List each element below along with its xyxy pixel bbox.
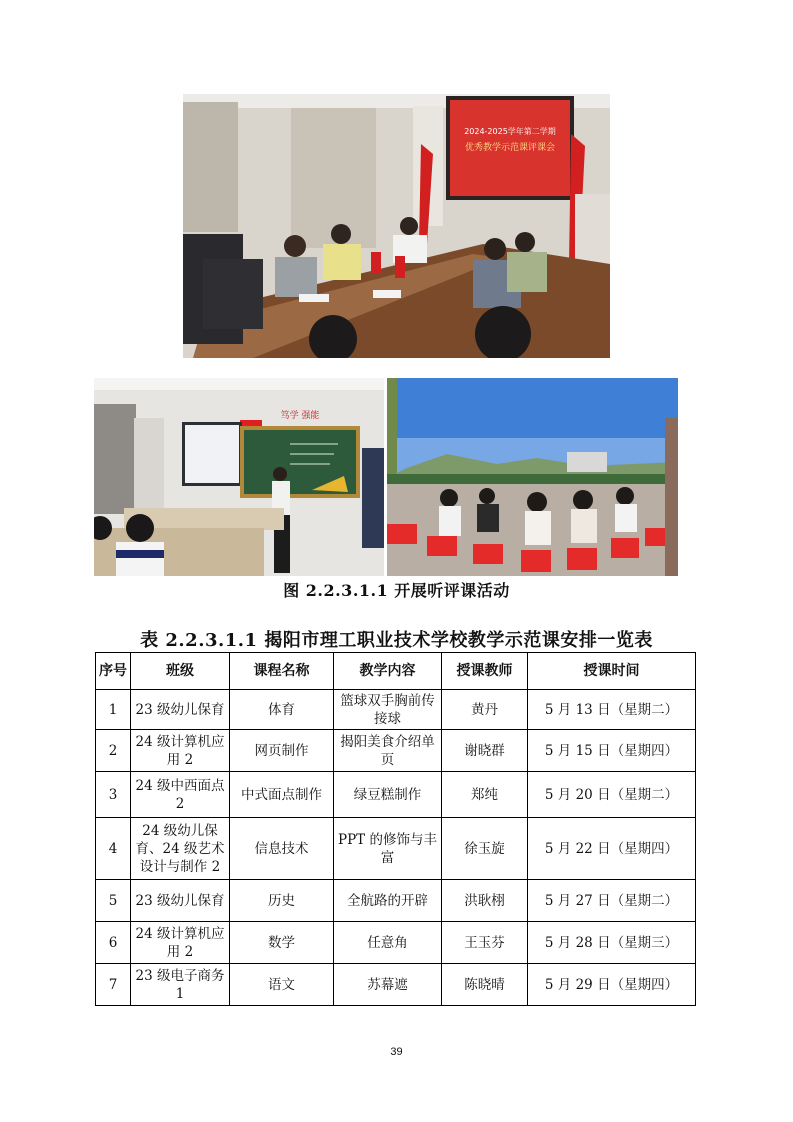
cell-content: 任意角 <box>334 922 442 964</box>
cell-index: 4 <box>96 818 131 880</box>
cell-class: 23 级电子商务 1 <box>131 964 230 1006</box>
table-row <box>96 964 696 1006</box>
cell-time: 5 月 29 日（星期四） <box>528 964 696 1006</box>
cell-content: 揭阳美食介绍单页 <box>334 730 442 772</box>
cell-index: 2 <box>96 730 131 772</box>
cell-index: 3 <box>96 772 131 818</box>
cell-course: 体育 <box>230 690 334 730</box>
cell-teacher: 陈晓晴 <box>442 964 528 1006</box>
cell-teacher: 徐玉旋 <box>442 818 528 880</box>
table-row <box>96 772 696 818</box>
cell-class: 24 级计算机应用 2 <box>131 730 230 772</box>
cell-course: 网页制作 <box>230 730 334 772</box>
cell-time: 5 月 22 日（星期四） <box>528 818 696 880</box>
cell-course: 历史 <box>230 880 334 922</box>
screen-text-line1: 2024-2025学年第二学期 <box>464 127 556 136</box>
table-row <box>96 922 696 964</box>
table-header-row <box>96 653 696 690</box>
cell-time: 5 月 20 日（星期二） <box>528 772 696 818</box>
header-index: 序号 <box>96 653 131 690</box>
header-content: 教学内容 <box>334 653 442 690</box>
header-class: 班级 <box>131 653 230 690</box>
cell-teacher: 王玉芬 <box>442 922 528 964</box>
cell-content: 全航路的开辟 <box>334 880 442 922</box>
cell-course: 语文 <box>230 964 334 1006</box>
table-row <box>96 730 696 772</box>
cell-time: 5 月 28 日（星期三） <box>528 922 696 964</box>
cell-time: 5 月 27 日（星期二） <box>528 880 696 922</box>
header-teacher: 授课教师 <box>442 653 528 690</box>
classroom-photo <box>94 378 384 576</box>
cell-teacher: 洪耿栩 <box>442 880 528 922</box>
cell-class: 23 级幼儿保育 <box>131 880 230 922</box>
figure-caption: 图 2.2.3.1.1 开展听评课活动 <box>283 581 510 600</box>
table-title: 表 2.2.3.1.1 揭阳市理工职业技术学校教学示范课安排一览表 <box>140 630 653 651</box>
cell-time: 5 月 15 日（星期四） <box>528 730 696 772</box>
cell-content: 绿豆糕制作 <box>334 772 442 818</box>
cell-class: 24 级计算机应用 2 <box>131 922 230 964</box>
cell-course: 中式面点制作 <box>230 772 334 818</box>
screen-text-line2: 优秀教学示范课评课会 <box>464 143 556 153</box>
cell-index: 5 <box>96 880 131 922</box>
cell-class: 24 级幼儿保育、24 级艺术设计与制作 2 <box>131 818 230 880</box>
cell-time: 5 月 13 日（星期二） <box>528 690 696 730</box>
classroom-banner-text: 笃学 强能 <box>280 411 320 421</box>
cell-course: 数学 <box>230 922 334 964</box>
meeting-photo <box>183 94 610 358</box>
schedule-table <box>95 652 696 1006</box>
cell-index: 7 <box>96 964 131 1006</box>
page-number: 39 <box>390 1046 403 1058</box>
outdoor-photo <box>387 378 678 576</box>
cell-index: 6 <box>96 922 131 964</box>
table-row <box>96 818 696 880</box>
table-row <box>96 690 696 730</box>
header-time: 授课时间 <box>528 653 696 690</box>
cell-course: 信息技术 <box>230 818 334 880</box>
cell-teacher: 谢晓群 <box>442 730 528 772</box>
cell-index: 1 <box>96 690 131 730</box>
cell-class: 24 级中西面点 2 <box>131 772 230 818</box>
cell-content: 篮球双手胸前传接球 <box>334 690 442 730</box>
cell-content: PPT 的修饰与丰富 <box>334 818 442 880</box>
table-row <box>96 880 696 922</box>
cell-teacher: 郑纯 <box>442 772 528 818</box>
cell-teacher: 黄丹 <box>442 690 528 730</box>
cell-content: 苏幕遮 <box>334 964 442 1006</box>
header-course: 课程名称 <box>230 653 334 690</box>
cell-class: 23 级幼儿保育 <box>131 690 230 730</box>
